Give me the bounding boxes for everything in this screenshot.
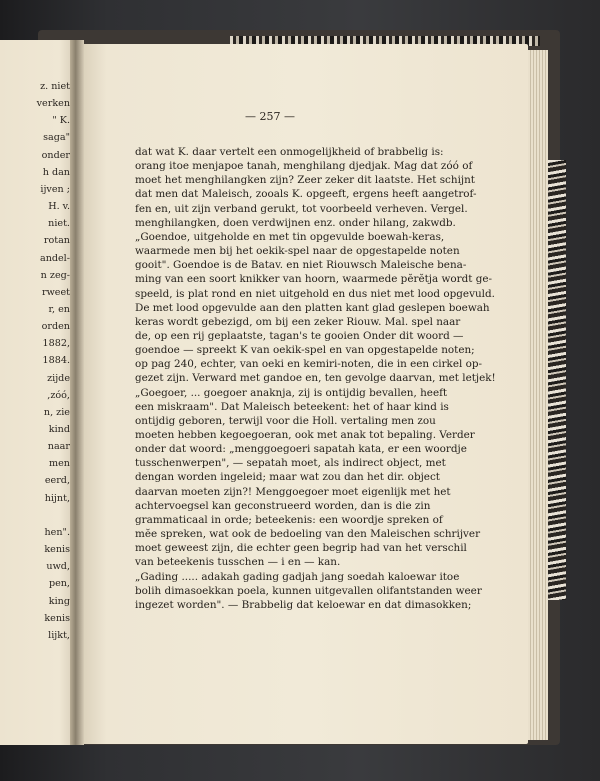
body-text-line: een miskraam". Dat Maleisch beteekent: het of haar kind is — [135, 400, 449, 413]
left-page-fragment: 1884. — [42, 355, 70, 367]
left-page-fragment: pen, — [48, 578, 70, 590]
body-text-line: „Gading ..... adakah gading gadjah jang soedah kaloewar itoe — [135, 570, 460, 583]
left-page-fragment: naar — [47, 441, 70, 453]
body-text-line: dat men dat Maleisch, zooals K. opgeeft, ergens heeft aangetrof- — [135, 188, 477, 201]
left-page-fragment: n zeg- — [40, 269, 70, 281]
body-text-line: ming van een soort knikker van hoorn, waarmede pĕrĕtja wordt ge- — [135, 273, 493, 286]
body-text-line: onder dat woord: „menggoegoeri sapatah kata, er een woordje — [135, 443, 467, 456]
left-page-fragment: 1882, — [42, 338, 70, 350]
left-page-fragment: hijnt, — [44, 492, 70, 504]
left-page-fragment: saga" — [43, 132, 70, 144]
body-text-line: daarvan moeten zijn?! Menggoegoer moet eigenlijk met het — [135, 485, 451, 498]
left-page-fragment: r, en — [48, 303, 70, 315]
body-text-line: speeld, is plat rond en niet uitgehold en dus niet met lood opgevuld. — [135, 287, 495, 300]
left-page-fragment: orden — [41, 321, 70, 333]
body-text-line: tusschenwerpen", — sepatah moet, als indirect object, met — [135, 457, 446, 470]
left-page-fragment: niet. — [48, 218, 70, 230]
body-text-line: gooit". Goendoe is de Batav. en niet Riouwsch Maleische bena- — [135, 259, 467, 272]
body-text-line: moeten hebben kegoegoeran, ook met anak tot bepaling. Verder — [135, 429, 475, 441]
body-text-line: moet geweest zijn, die echter geen begrip had van het verschil — [135, 542, 467, 555]
left-page-fragment: ,zóó, — [47, 389, 70, 401]
body-text-line: mĕe spreken, wat ook de bedoeling van den Maleischen schrijver — [135, 528, 481, 541]
left-page-fragment: men — [49, 458, 70, 470]
body-text-line: waarmede men bij het oekik-spel naar de opgestapelde noten — [135, 245, 460, 258]
body-text-line: grammaticaal in orde; beteekenis: een woordje spreken of — [135, 513, 443, 526]
left-page-fragment: onder — [41, 149, 70, 161]
body-text-line: moet het menghilangken zijn? Zeer zeker dit laatste. Het schijnt — [135, 174, 475, 187]
page-number: — 257 — — [245, 110, 295, 123]
body-text-line: op pag 240, echter, van oeki en kemiri-noten, die in een cirkel op- — [135, 358, 483, 371]
left-page-fragment: hen". — [44, 526, 70, 538]
left-page-fragment: uwd, — [46, 561, 70, 573]
body-text-line: menghilangken, doen verdwijnen enz. onder hilang, zakwdb. — [135, 216, 456, 229]
body-text-line: keras wordt gebezigd, om bij een zeker Riouw. Mal. spel naar — [135, 315, 461, 328]
left-page-fragment: rweet — [41, 286, 70, 298]
body-text-line: „Goegoer, ... goegoer anaknja, zij is ontijdig bevallen, heeft — [135, 386, 448, 399]
left-page-fragment: zijde — [47, 372, 70, 384]
body-text-line: bolih dimasoekkan poela, kunnen uitgevallen olifantstanden weer — [135, 584, 482, 597]
left-page-fragment: andel- — [39, 252, 70, 264]
body-text-line: fen en, uit zijn verband gerukt, tot voorbeeld verheven. Vergel. — [135, 202, 468, 215]
left-page-fragment: eerd, — [44, 475, 70, 487]
left-page-fragment: n, zie — [43, 406, 70, 418]
body-text-line: ontijdig geboren, terwijl voor die Holl. vertaling men zou — [135, 414, 436, 427]
left-page-fragment: rotan — [43, 235, 70, 247]
body-text-line: dat wat K. daar vertelt een onmogelijkheid of brabbelig is: — [135, 146, 444, 158]
body-text-line: achtervoegsel kan geconstrueerd worden, dan is die zin — [135, 499, 431, 512]
body-text-line: orang itoe menjapoe tanah, menghilang djedjak. Mag dat zóó of — [135, 160, 473, 173]
left-page-fragment: verken — [36, 98, 70, 110]
body-text-line: ingezet worden". — Brabbelig dat keloewar en dat dimasokken; — [135, 598, 472, 611]
body-text-line: De met lood opgevulde aan den platten kant glad geslepen boewah — [135, 301, 490, 314]
left-page-fragment: h dan — [42, 166, 70, 178]
body-text-line: van beteekenis tusschen — i en — kan. — [135, 556, 341, 569]
body-text-line: „Goendoe, uitgeholde en met tin opgevulde boewah-keras, — [135, 230, 445, 243]
marbled-edge-right — [548, 160, 566, 600]
left-page-fragment: z. niet — [40, 81, 70, 92]
left-page-fragment: H. v. — [48, 201, 70, 213]
left-page-fragment: king — [48, 595, 70, 607]
body-text-line: gezet zijn. Verward met gandoe en, ten gevolge daarvan, met letjek! — [135, 372, 496, 385]
body-text-line: de, op een rij geplaatste, tagan's te gooien Onder dit woord — — [135, 329, 464, 342]
book-gutter — [70, 40, 84, 745]
left-page-fragment: kind — [48, 424, 70, 435]
left-page-fragment: lijkt, — [48, 629, 70, 641]
body-text-line: dengan worden ingeleid; maar wat zou dan het dir. object — [135, 471, 440, 484]
left-page-fragment: " K. — [52, 115, 70, 127]
left-page-fragment: kenis — [44, 612, 70, 624]
body-text-line: goendoe — spreekt K van oekik-spel en van opgestapelde noten; — [135, 344, 475, 357]
left-page-fragment: ijven ; — [40, 183, 70, 195]
left-page — [0, 40, 74, 745]
left-page-fragment: kenis — [44, 544, 70, 556]
